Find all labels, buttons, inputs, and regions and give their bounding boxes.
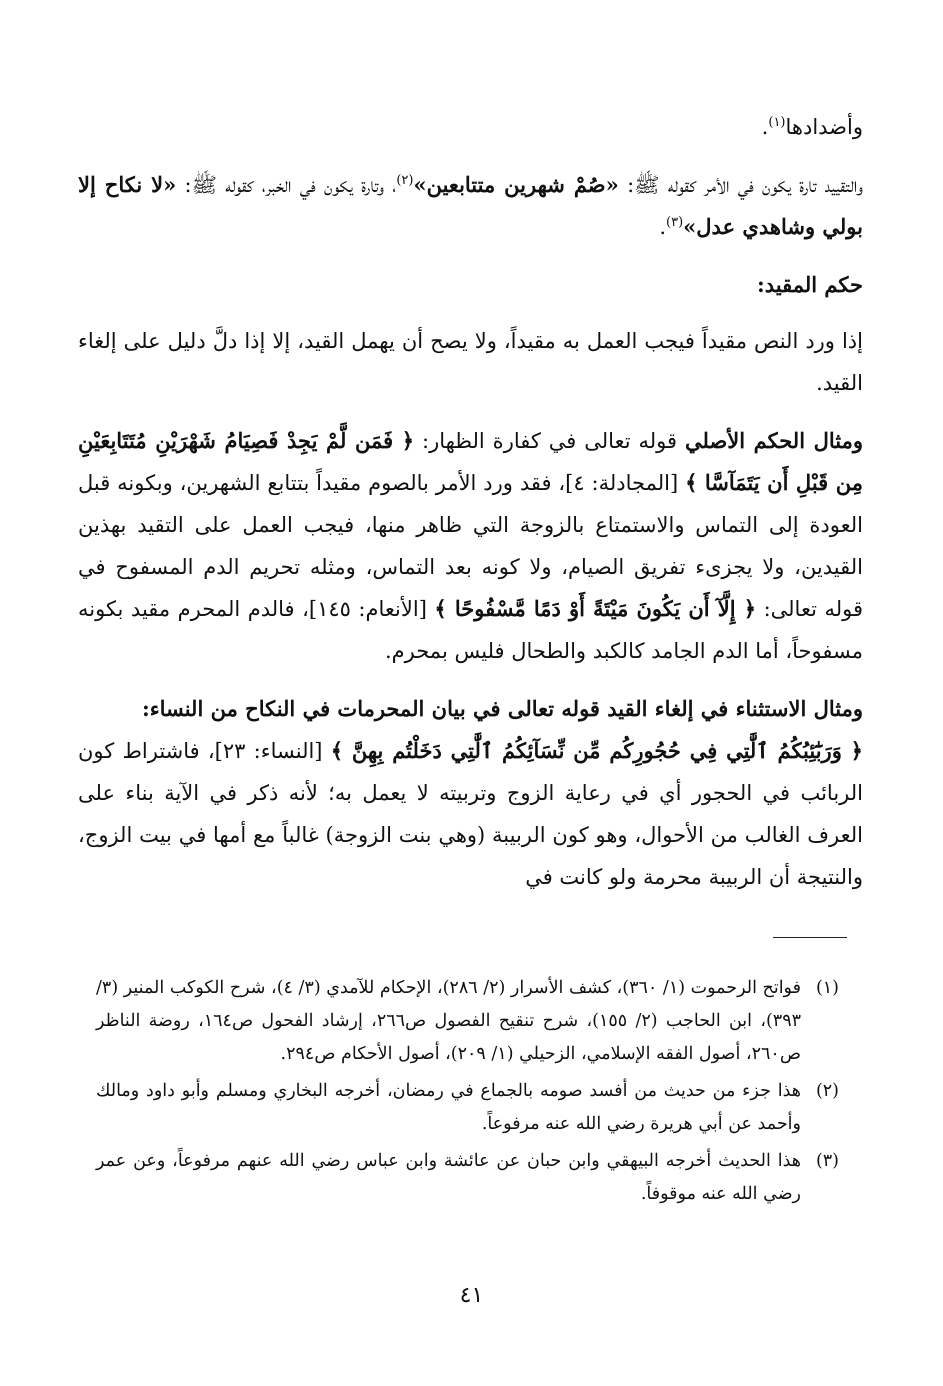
quran-verse: ﴿ فَمَن لَّمْ يَجِدْ فَصِيَامُ شَهْرَيْنِ مُتَتَابِعَيْنِ مِن قَبْلِ أَن يَتَمَآسَّا ﴾ bbox=[78, 428, 863, 495]
paragraph-text: [الأنعام: ١٤٥]، فالدم المحرم مقيد بكونه مسفوحاً، أما الدم الجامد كالكبد والطحال فليس بمحرم. bbox=[78, 597, 863, 663]
footnote-2 bbox=[96, 1075, 839, 1141]
footnote-ref: (٣) bbox=[666, 215, 684, 230]
footnote-number: (٢) bbox=[815, 1081, 839, 1101]
hadith-quote: «لا نكاح إلا بولي وشاهدي عدل» bbox=[78, 172, 863, 239]
footnote-ref: (١) bbox=[768, 115, 786, 130]
quran-verse: ﴿ إِلَّآ أَن يَكُونَ مَيْتَةً أَوْ دَمًا مَّسْفُوحًا ﴾ bbox=[434, 596, 757, 621]
footnote-number: (١) bbox=[815, 978, 839, 998]
paragraph-example-original bbox=[78, 420, 863, 672]
footnote-text: هذا جزء من حديث من أفسد صومه بالجماع في رمضان، أخرجه البخاري ومسلم وأبو داود ومالك وأحمد عن أبي هريرة رضي الله عنه مرفوعاً. bbox=[96, 1081, 801, 1134]
punctuation: . bbox=[761, 115, 769, 139]
paragraph-restriction bbox=[78, 164, 863, 248]
footnote-number: (٣) bbox=[815, 1151, 839, 1171]
paragraph-text: وأضدادها bbox=[785, 115, 863, 139]
paragraph-continuation bbox=[78, 106, 863, 148]
main-text bbox=[78, 106, 863, 914]
footnotes bbox=[96, 972, 839, 1215]
quran-verse: ﴿ وَرَبَٰٓئِبُكُمُ ٱلَّٰتِي فِي حُجُورِكُم مِّن نِّسَآئِكُمُ ٱلَّٰتِي دَخَلْتُم بِهِنَّ ﴾ bbox=[330, 738, 863, 763]
paragraph-example-exception bbox=[78, 688, 863, 898]
paragraph-text: [المجادلة: ٤]، فقد ورد الأمر بالصوم مقيداً بتتابع الشهرين، وبكونه قبل العودة إلى التماس والاستمتاع بالزوجة التي ظاهر منها، فيجب العمل على التقيد بهذين القيدين، ولا يجزىء تفريق الصيام، ولا كونه بعد التماس، ومثله تحريم الدم المسفوح في قوله تعالى: bbox=[78, 471, 863, 621]
paragraph-text: قوله تعالى في كفارة الظهار: bbox=[414, 429, 685, 453]
page-number: ٤١ bbox=[459, 1283, 484, 1308]
footnote-ref: (٢) bbox=[396, 173, 414, 188]
footnote-text: فواتح الرحموت (١/ ٣٦٠)، كشف الأسرار (٢/ ٢٨٦)، الإحكام للآمدي (٣/ ٤)، شرح الكوكب المنير (٣/ ٣٩٣)، ابن الحاجب (٢/ ١٥٥)، شرح تنقيح الفصول ص٢٦٦، إرشاد الفحول ص١٦٤، روضة الناظر ص٢٦٠، أصول الفقه الإسلامي، الزحيلي (١/ ٢٠٩)، أصول الأحكام ص٢٩٤. bbox=[96, 978, 801, 1064]
paragraph-text: ، وتارة يكون في الخبر، كقوله ﷺ: bbox=[176, 173, 397, 197]
paragraph-ruling: إذا ورد النص مقيداً فيجب العمل به مقيداً، ولا يصح أن يهمل القيد، إلا إذا دلَّ دليل على إلغاء القيد. bbox=[78, 329, 863, 395]
footnote-1 bbox=[96, 972, 839, 1071]
footnote-3 bbox=[96, 1145, 839, 1211]
bold-lead: ومثال الاستثناء في إلغاء القيد قوله تعالى في بيان المحرمات في النكاح من النساء: bbox=[141, 696, 863, 721]
paragraph-text: والتقييد تارة يكون في الأمر كقوله ﷺ: bbox=[618, 173, 863, 197]
paragraph-text: [النساء: ٢٣]، فاشتراط كون الربائب في الحجور أي في رعاية الزوج وتربيته لا يعمل به؛ لأنه ذكر في الآية بناء على العرف الغالب من الأحوال، وهو كون الربيبة (وهي بنت الزوجة) غالباً مع أمها في بيت الزوج، والنتيجة أن الربيبة محرمة ولو كانت في bbox=[78, 739, 863, 889]
footnote-separator bbox=[773, 937, 847, 938]
section-heading: حكم المقيد: bbox=[757, 272, 863, 297]
punctuation: . bbox=[659, 215, 667, 239]
footnote-text: هذا الحديث أخرجه البيهقي وابن حبان عن عائشة وابن عباس رضي الله عنهم مرفوعاً، وعن عمر رضي الله عنه موقوفاً. bbox=[96, 1151, 801, 1204]
hadith-quote: «صُمْ شهرين متتابعين» bbox=[413, 172, 619, 197]
bold-lead: ومثال الحكم الأصلي bbox=[685, 428, 864, 453]
